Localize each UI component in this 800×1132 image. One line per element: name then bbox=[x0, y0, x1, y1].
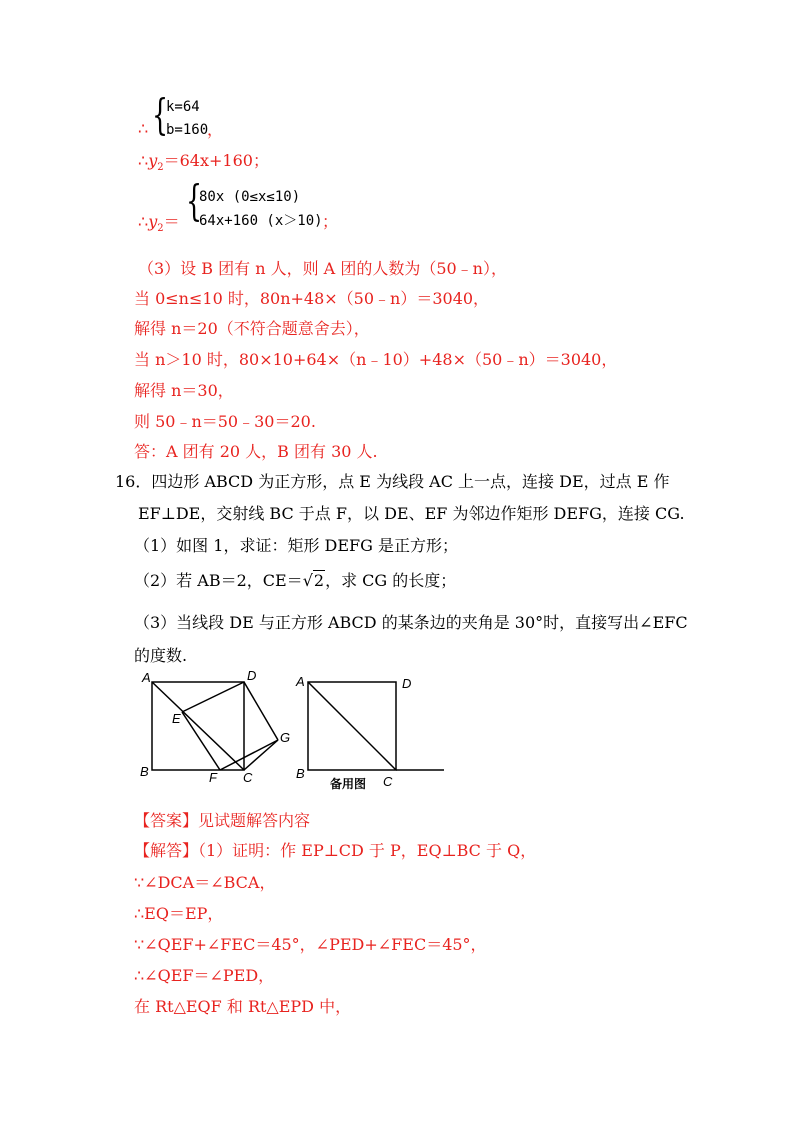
q16-sub3-line2: 的度数. bbox=[134, 646, 188, 665]
segment-dg bbox=[244, 682, 278, 740]
geometry-figures bbox=[130, 668, 460, 798]
figure-1 bbox=[152, 682, 278, 770]
q16-line1: 16．四边形 ABCD 为正方形，点 E 为线段 AC 上一点，连接 DE，过点 E 作 bbox=[115, 472, 670, 491]
brace: { bbox=[186, 176, 203, 225]
q16-sub2: （2）若 AB＝2，CE＝√2，求 CG 的长度； bbox=[134, 571, 457, 590]
q16-sub1: （1）如图 1，求证：矩形 DEFG 是正方形； bbox=[134, 536, 459, 555]
label-e1: E bbox=[172, 711, 181, 726]
q16-sub3-line1: （3）当线段 DE 与正方形 ABCD 的某条边的夹角是 30°时，直接写出∠EFC bbox=[134, 613, 688, 632]
equation-k: k=64 bbox=[166, 99, 200, 115]
diagonal-ac bbox=[152, 682, 244, 770]
case-a: 当 0≤n≤10 时，80n+48×（50﹣n）＝3040， bbox=[134, 289, 490, 308]
label-b1: B bbox=[140, 764, 149, 779]
comma: ， bbox=[207, 120, 224, 139]
label-c1: C bbox=[243, 770, 253, 785]
answer-tag: 【答案】见试题解答内容 bbox=[134, 811, 311, 830]
solve-b: 解得 n＝30， bbox=[134, 381, 234, 400]
step-2: ∴EQ＝EP， bbox=[134, 904, 224, 923]
step-5: 在 Rt△EQF 和 Rt△EPD 中， bbox=[134, 997, 352, 1016]
y2-linear: $\therefore y_2=64x+160$； bbox=[138, 151, 269, 174]
label-f1: F bbox=[209, 770, 217, 785]
figure-2 bbox=[308, 682, 444, 770]
label-a2: A bbox=[296, 674, 305, 689]
spare-figure-caption: 备用图 bbox=[330, 777, 367, 791]
label-d2: D bbox=[402, 676, 412, 691]
q16-line2: EF⊥DE，交射线 BC 于点 F，以 DE、EF 为邻边作矩形 DEFG，连接 CG. bbox=[138, 504, 685, 523]
label-g1: G bbox=[280, 730, 291, 745]
final-answer: 答：A 团有 20 人，B 团有 30 人. bbox=[134, 442, 378, 461]
step-1: ∵∠DCA＝∠BCA， bbox=[134, 873, 276, 892]
label-d1: D bbox=[247, 668, 257, 683]
label-a1: A bbox=[142, 670, 151, 685]
then-line: 则 50﹣n＝50﹣30＝20. bbox=[134, 412, 316, 431]
step-3: ∵∠QEF+∠FEC＝45°，∠PED+∠FEC＝45°， bbox=[134, 935, 487, 954]
solve-a: 解得 n＝20（不符合题意舍去）， bbox=[134, 319, 370, 338]
equation-b: b=160 bbox=[166, 122, 209, 138]
diagonal-ac-spare bbox=[308, 682, 396, 770]
segment-de bbox=[182, 682, 244, 712]
analysis-start: 【解答】（1）证明：作 EP⊥CD 于 P，EQ⊥BC 于 Q， bbox=[134, 841, 537, 860]
case-b: 当 n＞10 时，80×10+64×（n﹣10）+48×（50﹣n）＝3040， bbox=[134, 350, 618, 369]
therefore-symbol: ∴ bbox=[138, 119, 149, 138]
case-one: 80x (0≤x≤10) bbox=[199, 189, 301, 205]
sqrt-symbol: √2 bbox=[302, 571, 325, 590]
case-two: 64x+160 (x＞10) bbox=[199, 213, 323, 229]
part3-setup: （3）设 B 团有 n 人，则 A 团的人数为（50﹣n）， bbox=[138, 259, 507, 278]
label-b2: B bbox=[296, 766, 305, 781]
step-4: ∴∠QEF＝∠PED， bbox=[134, 966, 275, 985]
piecewise-lhs: $\therefore y_2=$ bbox=[138, 212, 180, 235]
brace: { bbox=[152, 90, 169, 139]
label-c2: C bbox=[383, 774, 393, 789]
semicolon: ； bbox=[322, 212, 339, 231]
